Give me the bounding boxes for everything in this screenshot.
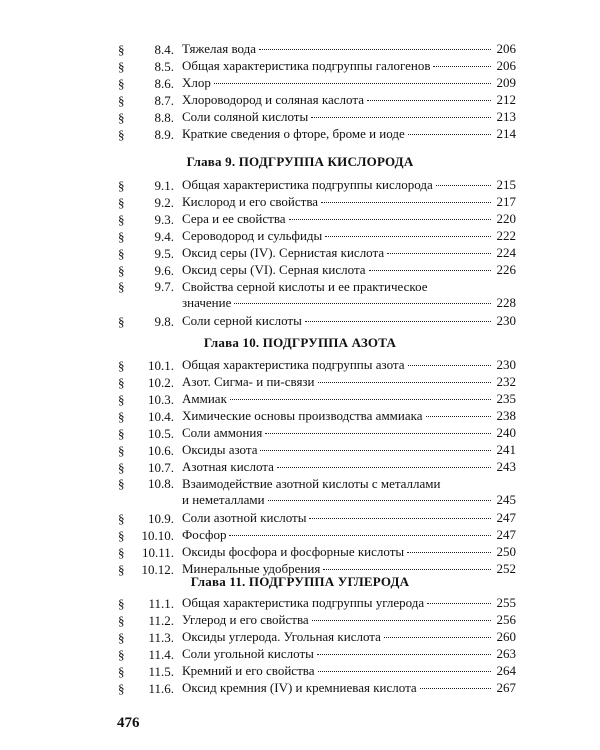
- toc-entry: [118, 373, 516, 390]
- section-number: 9.2.: [154, 195, 174, 210]
- toc-chapter-9-entries: [118, 176, 516, 329]
- section-sign: §: [118, 476, 125, 491]
- section-number: 10.8.: [148, 476, 174, 491]
- section-sign: §: [118, 528, 125, 543]
- section-sign: §: [118, 426, 125, 441]
- page-ref: 217: [496, 194, 516, 209]
- page-ref: 245: [496, 492, 516, 507]
- section-title-line1: Взаимодействие азотной кислоты с металлами: [182, 476, 441, 491]
- section-sign: §: [118, 375, 125, 390]
- toc-entry: [118, 108, 516, 125]
- section-title: Фосфор: [182, 527, 227, 542]
- section-number: 11.2.: [148, 613, 174, 628]
- section-sign: §: [118, 392, 125, 407]
- toc-entry: [118, 312, 516, 329]
- toc-entry: [118, 424, 516, 441]
- section-title: Оксид серы (VI). Серная кислота: [182, 262, 366, 277]
- dot-leader: [433, 66, 491, 67]
- section-title: Оксид серы (IV). Сернистая кислота: [182, 245, 385, 260]
- section-title: Кислород и его свойства: [182, 194, 319, 209]
- dot-leader: [312, 620, 491, 621]
- dot-leader: [408, 365, 491, 366]
- page-ref: 256: [496, 612, 516, 627]
- section-title-line1: Свойства серной кислоты и ее практическое: [182, 279, 428, 294]
- section-sign: §: [118, 195, 125, 210]
- section-title: Соли азотной кислоты: [182, 510, 307, 525]
- section-sign: §: [118, 314, 125, 329]
- section-title: Общая характеристика подгруппы кислорода: [182, 177, 433, 192]
- section-title: Оксиды фосфора и фосфорные кислоты: [182, 544, 405, 559]
- toc-entry: [118, 543, 516, 560]
- section-title: Соли аммония: [182, 425, 263, 440]
- section-sign: §: [118, 358, 125, 373]
- dot-leader: [268, 500, 491, 501]
- section-number: 11.6.: [148, 681, 174, 696]
- page-ref: 263: [496, 646, 516, 661]
- page-ref: 240: [496, 425, 516, 440]
- section-number: 10.11.: [141, 545, 174, 560]
- dot-leader: [265, 433, 491, 434]
- page-ref: 214: [496, 126, 516, 141]
- section-sign: §: [118, 279, 125, 294]
- page-ref: 267: [496, 680, 516, 695]
- section-title: Соли соляной кислоты: [182, 109, 309, 124]
- dot-leader: [289, 219, 491, 220]
- dot-leader: [408, 134, 491, 135]
- section-sign: §: [118, 229, 125, 244]
- toc-entry: [118, 74, 516, 91]
- section-title: Соли угольной кислоты: [182, 646, 314, 661]
- section-title: Минеральные удобрения: [182, 561, 321, 576]
- dot-leader: [318, 382, 491, 383]
- section-number: 8.7.: [154, 93, 174, 108]
- page-ref: 206: [496, 41, 516, 56]
- section-title: Сероводород и сульфиды: [182, 228, 323, 243]
- section-sign: §: [118, 460, 125, 475]
- toc-entry: [118, 645, 516, 662]
- section-sign: §: [118, 127, 125, 142]
- page-ref: 232: [496, 374, 516, 389]
- dot-leader: [367, 100, 491, 101]
- section-number: 9.8.: [154, 314, 174, 329]
- section-title: Хлор: [182, 75, 211, 90]
- dot-leader: [407, 552, 491, 553]
- toc-chapter-8-entries: [118, 40, 516, 142]
- dot-leader: [321, 202, 491, 203]
- toc-entry: [118, 261, 516, 278]
- section-number: 10.3.: [148, 392, 174, 407]
- dot-leader: [234, 303, 491, 304]
- page-ref: 238: [496, 408, 516, 423]
- section-title: Оксид кремния (IV) и кремниевая кислота: [182, 680, 417, 695]
- section-sign: §: [118, 93, 125, 108]
- section-number: 10.7.: [148, 460, 174, 475]
- section-sign: §: [118, 178, 125, 193]
- toc-entry: [118, 57, 516, 74]
- section-sign: §: [118, 246, 125, 261]
- dot-leader: [318, 671, 492, 672]
- section-number: 10.5.: [148, 426, 174, 441]
- section-title: Сера и ее свойства: [182, 211, 286, 226]
- toc-entry: [118, 679, 516, 696]
- toc-chapter-10-entries: [118, 356, 516, 577]
- toc-entry: [118, 662, 516, 679]
- section-number: 10.4.: [148, 409, 174, 424]
- section-sign: §: [118, 409, 125, 424]
- section-title: Аммиак: [182, 391, 227, 406]
- section-number: 9.6.: [154, 263, 174, 278]
- toc-entry: [118, 390, 516, 407]
- dot-leader: [230, 399, 491, 400]
- toc-entry-multiline: [118, 475, 516, 509]
- page-ref: 220: [496, 211, 516, 226]
- toc-entry-multiline: [118, 278, 516, 312]
- section-sign: §: [118, 110, 125, 125]
- toc-entry: [118, 611, 516, 628]
- dot-leader: [259, 49, 491, 50]
- section-title: Азотная кислота: [182, 459, 274, 474]
- page-ref: 250: [496, 544, 516, 559]
- toc-entry: [118, 441, 516, 458]
- toc-entry: [118, 509, 516, 526]
- section-sign: §: [118, 42, 125, 57]
- section-number: 8.8.: [154, 110, 174, 125]
- section-sign: §: [118, 212, 125, 227]
- toc-entry: [118, 227, 516, 244]
- dot-leader: [369, 270, 491, 271]
- page-ref: 226: [496, 262, 516, 277]
- dot-leader: [214, 83, 491, 84]
- dot-leader: [277, 467, 491, 468]
- dot-leader: [311, 117, 491, 118]
- section-title: Азот. Сигма- и пи-связи: [182, 374, 315, 389]
- section-number: 9.1.: [154, 178, 174, 193]
- section-number: 10.2.: [148, 375, 174, 390]
- section-number: 10.10.: [141, 528, 174, 543]
- dot-leader: [384, 637, 491, 638]
- section-title: Углерод и его свойства: [182, 612, 309, 627]
- toc-entry: [118, 244, 516, 261]
- section-sign: §: [118, 596, 125, 611]
- page-ref: 241: [496, 442, 516, 457]
- section-title: Общая характеристика подгруппы азота: [182, 357, 405, 372]
- page-ref: 222: [496, 228, 516, 243]
- toc-entry: [118, 210, 516, 227]
- section-number: 11.3.: [148, 630, 174, 645]
- dot-leader: [427, 603, 491, 604]
- section-title: Химические основы производства аммиака: [182, 408, 423, 423]
- section-sign: §: [118, 443, 125, 458]
- section-number: 9.4.: [154, 229, 174, 244]
- page-ref: 209: [496, 75, 516, 90]
- page-ref: 264: [496, 663, 516, 678]
- toc-entry: [118, 176, 516, 193]
- page-ref: 213: [496, 109, 516, 124]
- section-number: 9.3.: [154, 212, 174, 227]
- dot-leader: [305, 321, 491, 322]
- section-title: Оксиды азота: [182, 442, 258, 457]
- chapter-10-heading: Глава 10. ПОДГРУППА АЗОТА: [203, 335, 397, 350]
- section-title: и неметаллами: [182, 492, 265, 507]
- dot-leader: [309, 518, 491, 519]
- chapter-9-heading: Глава 9. ПОДГРУППА КИСЛОРОДА: [186, 154, 414, 169]
- page-ref: 243: [496, 459, 516, 474]
- section-title: Кремний и его свойства: [182, 663, 315, 678]
- dot-leader: [323, 569, 491, 570]
- section-sign: §: [118, 59, 125, 74]
- section-sign: §: [118, 562, 125, 577]
- toc-entry: [118, 526, 516, 543]
- section-number: 10.12.: [141, 562, 174, 577]
- toc-entry: [118, 356, 516, 373]
- toc-entry: [118, 594, 516, 611]
- section-number: 11.4.: [148, 647, 174, 662]
- section-sign: §: [118, 263, 125, 278]
- section-sign: §: [118, 76, 125, 91]
- section-sign: §: [118, 630, 125, 645]
- page-ref: 247: [496, 510, 516, 525]
- toc-entry: [118, 91, 516, 108]
- section-number: 8.4.: [154, 42, 174, 57]
- section-number: 10.1.: [148, 358, 174, 373]
- dot-leader: [426, 416, 491, 417]
- page-ref: 247: [496, 527, 516, 542]
- dot-leader: [229, 535, 491, 536]
- section-title: Оксиды углерода. Угольная кислота: [182, 629, 381, 644]
- section-title: Соли серной кислоты: [182, 313, 302, 328]
- section-sign: §: [118, 664, 125, 679]
- page-ref: 260: [496, 629, 516, 644]
- section-number: 11.1.: [148, 596, 174, 611]
- page-number: 476: [117, 715, 140, 731]
- page-ref: 252: [496, 561, 516, 576]
- dot-leader: [420, 688, 491, 689]
- page-ref: 230: [496, 313, 516, 328]
- page-ref: 206: [496, 58, 516, 73]
- section-title: Тяжелая вода: [182, 41, 257, 56]
- section-title: значение: [182, 295, 232, 310]
- section-title: Общая характеристика подгруппы углерода: [182, 595, 425, 610]
- section-sign: §: [118, 647, 125, 662]
- dot-leader: [387, 253, 491, 254]
- section-number: 10.9.: [148, 511, 174, 526]
- section-number: 9.7.: [154, 279, 174, 294]
- section-title: Краткие сведения о фторе, броме и иоде: [182, 126, 405, 141]
- section-number: 8.9.: [154, 127, 174, 142]
- toc-entry: [118, 40, 516, 57]
- section-title: Хлороводород и соляная каслота: [182, 92, 364, 107]
- page-ref: 255: [496, 595, 516, 610]
- section-number: 9.5.: [154, 246, 174, 261]
- page-ref: 224: [496, 245, 516, 260]
- page-ref: 212: [496, 92, 516, 107]
- page-ref: 228: [496, 295, 516, 310]
- page-ref: 235: [496, 391, 516, 406]
- toc-entry: [118, 407, 516, 424]
- toc-entry: [118, 458, 516, 475]
- dot-leader: [317, 654, 491, 655]
- section-number: 11.5.: [148, 664, 174, 679]
- section-number: 8.5.: [154, 59, 174, 74]
- dot-leader: [436, 185, 491, 186]
- dot-leader: [325, 236, 491, 237]
- section-sign: §: [118, 681, 125, 696]
- page-ref: 215: [496, 177, 516, 192]
- toc-entry: [118, 125, 516, 142]
- section-number: 10.6.: [148, 443, 174, 458]
- section-sign: §: [118, 545, 125, 560]
- dot-leader: [260, 450, 491, 451]
- page-ref: 230: [496, 357, 516, 372]
- chapter-11-heading: Глава 11. ПОДГРУППА УГЛЕРОДА: [190, 574, 410, 589]
- toc-entry: [118, 193, 516, 210]
- toc-entry: [118, 628, 516, 645]
- toc-chapter-11-entries: [118, 594, 516, 696]
- section-sign: §: [118, 511, 125, 526]
- section-title: Общая характеристика подгруппы галогенов: [182, 58, 431, 73]
- section-number: 8.6.: [154, 76, 174, 91]
- section-sign: §: [118, 613, 125, 628]
